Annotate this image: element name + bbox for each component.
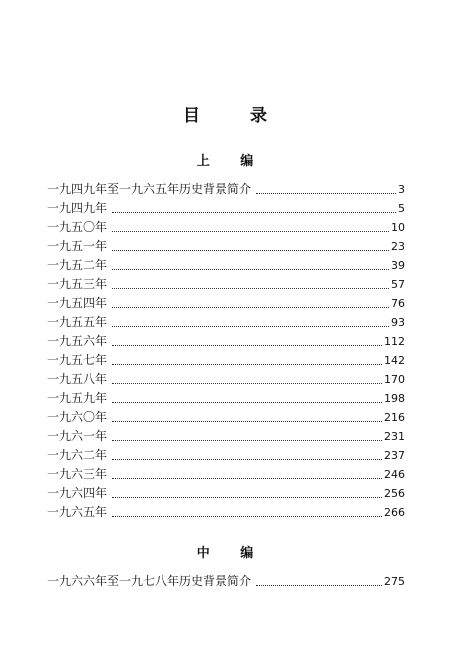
toc-entry[interactable] bbox=[47, 370, 405, 389]
toc-entry-page: 57 bbox=[391, 278, 405, 291]
toc-entry[interactable] bbox=[47, 237, 405, 256]
dot-leader bbox=[112, 288, 389, 289]
toc-entry-label: 一九六四年 bbox=[47, 486, 108, 500]
toc-entry[interactable] bbox=[47, 408, 405, 427]
toc-entry[interactable] bbox=[47, 389, 405, 408]
toc-entry[interactable] bbox=[47, 446, 405, 465]
toc-entry-label: 一九五四年 bbox=[47, 296, 108, 310]
toc-entry-label: 一九六五年 bbox=[47, 505, 108, 519]
toc-entry-label: 一九五二年 bbox=[47, 258, 108, 272]
toc-entry-label: 一九四九年 bbox=[47, 201, 108, 215]
dot-leader bbox=[112, 516, 382, 517]
toc-entry-page: 198 bbox=[384, 392, 405, 405]
toc-entry-page: 76 bbox=[391, 297, 405, 310]
toc-entry-page: 216 bbox=[384, 411, 405, 424]
toc-entry-label: 一九六三年 bbox=[47, 467, 108, 481]
toc-entry[interactable] bbox=[47, 572, 405, 591]
toc-entry-label: 一九六一年 bbox=[47, 429, 108, 443]
toc-entry-page: 275 bbox=[384, 575, 405, 588]
toc-entry-page: 23 bbox=[391, 240, 405, 253]
toc-entry[interactable] bbox=[47, 503, 405, 522]
toc-entry-label: 一九五六年 bbox=[47, 334, 108, 348]
toc-entry-page: 231 bbox=[384, 430, 405, 443]
toc-entry-label: 一九六〇年 bbox=[47, 410, 108, 424]
section-heading-upper: 上 编 bbox=[196, 154, 267, 169]
toc-entry-page: 10 bbox=[391, 221, 405, 234]
dot-leader bbox=[112, 307, 389, 308]
toc-entry-label: 一九六二年 bbox=[47, 448, 108, 462]
toc-entry-label: 一九五八年 bbox=[47, 372, 108, 386]
dot-leader bbox=[112, 383, 382, 384]
toc-entry[interactable] bbox=[47, 199, 405, 218]
toc-entry[interactable] bbox=[47, 180, 405, 199]
toc-list-middle bbox=[47, 572, 405, 591]
dot-leader bbox=[112, 402, 382, 403]
dot-leader bbox=[256, 193, 396, 194]
dot-leader bbox=[256, 585, 382, 586]
dot-leader bbox=[112, 459, 382, 460]
page-title: 目 录 bbox=[183, 106, 289, 126]
toc-entry-page: 112 bbox=[384, 335, 405, 348]
toc-entry[interactable] bbox=[47, 332, 405, 351]
toc-entry[interactable] bbox=[47, 294, 405, 313]
dot-leader bbox=[112, 269, 389, 270]
toc-entry-label: 一九五五年 bbox=[47, 315, 108, 329]
toc-entry-page: 142 bbox=[384, 354, 405, 367]
toc-entry-page: 3 bbox=[398, 183, 405, 196]
toc-entry[interactable] bbox=[47, 465, 405, 484]
toc-entry-page: 39 bbox=[391, 259, 405, 272]
dot-leader bbox=[112, 212, 396, 213]
dot-leader bbox=[112, 364, 382, 365]
toc-entry-page: 237 bbox=[384, 449, 405, 462]
toc-entry-label: 一九五〇年 bbox=[47, 220, 108, 234]
dot-leader bbox=[112, 440, 382, 441]
dot-leader bbox=[112, 250, 389, 251]
toc-entry[interactable] bbox=[47, 275, 405, 294]
toc-entry-page: 5 bbox=[398, 202, 405, 215]
toc-entry-label: 一九五一年 bbox=[47, 239, 108, 253]
toc-entry-page: 170 bbox=[384, 373, 405, 386]
toc-entry-page: 256 bbox=[384, 487, 405, 500]
dot-leader bbox=[112, 326, 389, 327]
toc-entry-label: 一九五三年 bbox=[47, 277, 108, 291]
toc-entry-label: 一九四九年至一九六五年历史背景简介 bbox=[47, 182, 252, 196]
toc-entry[interactable] bbox=[47, 351, 405, 370]
dot-leader bbox=[112, 478, 382, 479]
dot-leader bbox=[112, 497, 382, 498]
toc-entry-label: 一九五七年 bbox=[47, 353, 108, 367]
toc-entry[interactable] bbox=[47, 484, 405, 503]
toc-entry-label: 一九六六年至一九七八年历史背景简介 bbox=[47, 574, 252, 588]
toc-list-upper bbox=[47, 180, 405, 522]
toc-entry[interactable] bbox=[47, 218, 405, 237]
dot-leader bbox=[112, 421, 382, 422]
toc-entry-page: 266 bbox=[384, 506, 405, 519]
toc-entry-page: 93 bbox=[391, 316, 405, 329]
toc-entry[interactable] bbox=[47, 313, 405, 332]
section-heading-middle: 中 编 bbox=[196, 546, 267, 561]
toc-entry[interactable] bbox=[47, 256, 405, 275]
dot-leader bbox=[112, 231, 389, 232]
dot-leader bbox=[112, 345, 382, 346]
toc-entry-page: 246 bbox=[384, 468, 405, 481]
toc-entry-label: 一九五九年 bbox=[47, 391, 108, 405]
toc-entry[interactable] bbox=[47, 427, 405, 446]
